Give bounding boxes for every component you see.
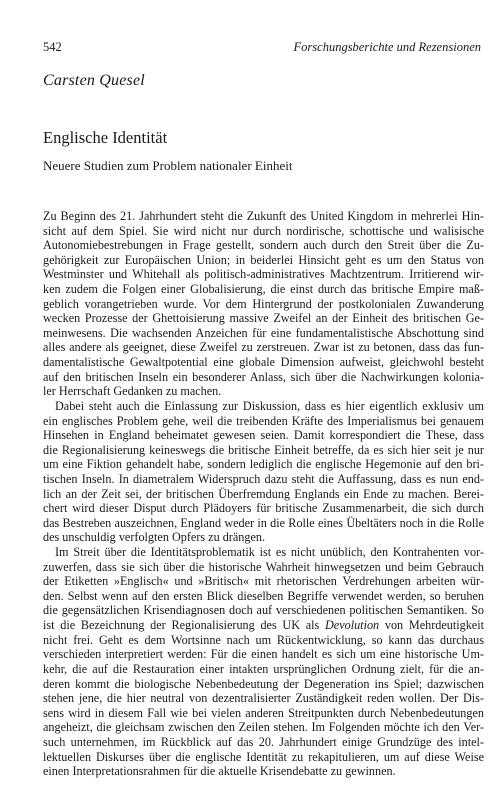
body-line: Dabei steht auch die Einlassung zur Diskussion, dass es hier eigentlich exklusiv um [55, 398, 484, 413]
body-line: alles andere als geeignet, diese Zweifel zu zerstreuen. Zwar ist zu betonen, dass das fun- [43, 340, 484, 355]
body-line: ist die Bezeichnung der Regionalisierung des UK als Devolution von Mehrdeutigkeit [43, 618, 484, 633]
body-line: Hinsehen in England beheimatet gewesen seien. Damit korrespondiert die These, dass [43, 428, 484, 443]
body-line: die gegensätzlichen Krisendiagnosen doch auf verschiedenen politischen Semantiken. So [43, 603, 484, 618]
body-line: der Etiketten »Englisch« und »Britisch« mit rhetorischen Verdrehungen arbeiten wür- [43, 574, 484, 589]
body-line: auf den britischen Inseln ein besonderer Anlass, sich über die Nachwirkungen kolonia- [43, 369, 484, 384]
article-body [43, 209, 484, 779]
body-line: chert wird dieser Disput durch Plädoyers für britische Zusammenarbeit, die sich durch [43, 501, 484, 516]
body-line: um eine Fiktion gehandelt habe, sondern lediglich die englische Hegemonie auf den bri- [43, 457, 484, 472]
journal-section-title: Forschungsberichte und Rezensionen [293, 40, 481, 54]
body-line: den. Selbst wenn auf den ersten Blick dieselben Begriffe verwendet werden, so beruhen [43, 588, 484, 603]
body-line: sicht auf dem Spiel. Sie wird nicht nur durch nordirische, schottische und walisische [43, 223, 484, 238]
body-line: Im Streit über die Identitätsproblematik ist es nicht unüblich, den Kontrahenten vor- [55, 545, 484, 560]
body-line: kehr, die auf die Restauration einer intakten ursprünglichen Ordnung zielt, für die an- [43, 661, 484, 676]
body-line: die Regionalisierung keineswegs die britische Einheit betreffe, da es sich hier seit je nur [43, 442, 484, 457]
body-line: geblich vorangetrieben wurde. Vor dem Hintergrund der postkolonialen Zuwanderung [43, 296, 484, 311]
body-line: lich an der Zeit sei, der britischen Überfremdung Englands ein Ende zu machen. Berei- [43, 486, 484, 501]
body-line: verschieden interpretiert werden: Für die einen handelt es sich um eine historische Um- [43, 647, 484, 662]
body-line: gehörigkeit zur Europäischen Union; in beiderlei Hinsicht geht es um den Status von [43, 252, 484, 267]
body-line: des unschuldig verfolgten Opfers zu drängen. [43, 530, 266, 545]
body-line: ein englisches Problem gehe, weil die treibenden Kräfte des Imperialismus bei genauem [43, 413, 484, 428]
emphasized-term: Devolution [324, 618, 380, 633]
body-line: lektuellen Diskurses über die englische Identität zu rekapitulieren, um auf diese Weise [43, 749, 484, 764]
body-line: tischen Inseln. In diametralem Widerspruch dazu steht die Auffassung, dass es nun end- [43, 471, 484, 486]
body-line: zuwerfen, dass sie sich über die historische Wahrheit hinwegsetzen und beim Gebrauch [43, 559, 484, 574]
article-author: Carsten Quesel [43, 72, 145, 89]
article-subtitle: Neuere Studien zum Problem nationaler Einheit [43, 158, 293, 173]
page-number: 542 [43, 40, 62, 54]
body-paragraphs [43, 209, 484, 779]
body-line: angeheizt, die gleichsam zwischen den Zeilen stehen. Im Folgenden möchte ich den Ver- [43, 720, 484, 735]
article-title: Englische Identität [43, 128, 168, 147]
body-line: nicht frei. Geht es dem Wortsinne nach um Rückentwicklung, so kann das durchaus [43, 632, 484, 647]
body-line: deren kommt die biologische Nebenbedeutung der Degeneration ins Spiel; dazwischen [43, 676, 484, 691]
body-line: wecken Prozesse der Ghettoisierung massive Zweifel an der Einheit des britischen Ge- [43, 311, 484, 326]
body-line: such unternehmen, im Rückblick auf das 20. Jahrhundert einige Grundzüge des intel- [43, 734, 484, 749]
body-line: damentalistische Gewaltpotential eine globale Dimension aufweist, gleichwohl besteht [43, 355, 484, 370]
running-head [43, 40, 481, 56]
body-line: stehen jene, die hier neutral von dezentralisierter Zuständigkeit reden wollen. Der Dis- [43, 691, 484, 706]
body-line: meinwesens. Die wachsenden Anzeichen für eine fundamentalistische Abschottung sind [43, 325, 484, 340]
body-line: Autonomiebestrebungen in Frage gestellt, sondern auch durch den Streit über die Zu- [43, 238, 484, 253]
body-line: ken zudem die Folgen einer Globalisierung, die einst durch das britische Empire maß- [43, 282, 484, 297]
body-line: Westminster und Whitehall als politisch-administratives Machtzentrum. Irritierend wir- [43, 267, 484, 282]
body-line: sens wird in diesem Fall wie bei vielen anderen Streitpunkten durch Nebenbedeutungen [43, 705, 484, 720]
body-line: ler Herrschaft Gedanken zu machen. [43, 384, 222, 399]
body-line: einen Interpretationsrahmen für die aktuelle Krisendebatte zu gewinnen. [43, 764, 396, 779]
body-line: Zu Beginn des 21. Jahrhundert steht die Zukunft des United Kingdom in mehrerlei Hin- [43, 209, 484, 223]
body-line: das Bestreben auszeichnen, England weder in die Rolle eines Übeltäters noch in die Rolle [43, 515, 484, 530]
